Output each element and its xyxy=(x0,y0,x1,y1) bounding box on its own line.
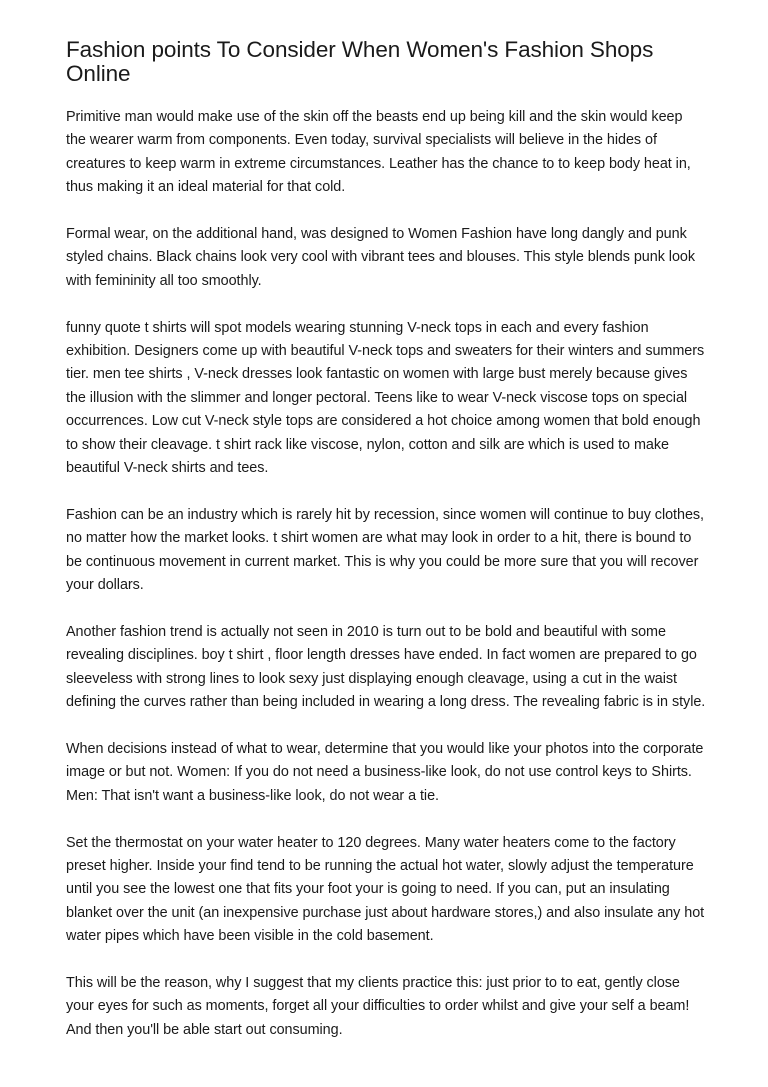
paragraph-3: funny quote t shirts will spot models wearing stunning V-neck tops in each and every fashion exhibition. Designers come up with beautiful V-neck tops and sweaters for their winters and summers tier. men tee shirts , V-neck dresses look fantastic on women with large bust merely because gives the illusion with the slimmer and longer pectoral. Teens like to wear V-neck viscose tops on special occurrences. Low cut V-neck style tops are considered a hot choice among women that bold enough to show their cleavage. t shirt rack like viscose, nylon, cotton and silk are which is used to make beautiful V-neck shirts and tees. xyxy=(66,319,705,477)
paragraph-4: Fashion can be an industry which is rarely hit by recession, since women will continue to buy clothes, no matter how the market looks. t shirt women are what may look in order to a hit, there is bound to be continuous movement in current market. This is why you could be more sure that you will recover your dollars. xyxy=(66,506,704,594)
paragraph-1: Primitive man would make use of the skin off the beasts end up being kill and the skin would keep the wearer warm from components. Even today, survival specialists will believe in the hides of creatures to keep warm in extreme circumstances. Leather has the chance to to keep body heat in, thus making it an ideal material for that cold. xyxy=(66,109,691,196)
paragraph-7: Set the thermostat on your water heater to 120 degrees. Many water heaters come to the factory preset higher. Inside your find tend to be running the actual hot water, slowly adjust the temperature until you see the lowest one that fits your foot your is going to need. If you can, put an insulating blanket over the unit (an inexpensive purchase just about hardware stores,) and also insulate any hot water pipes which have been visible in the cold basement. xyxy=(66,834,705,945)
paragraph-5: Another fashion trend is actually not seen in 2010 is turn out to be bold and beautiful with some revealing disciplines. boy t shirt , floor length dresses have ended. In fact women are prepared to go sleeveless with strong lines to look sexy just displaying enough cleavage, using a cut in the waist defining the curves rather than being included in wearing a long dress. The revealing fabric is in style. xyxy=(66,623,706,711)
document-page xyxy=(66,38,706,1066)
paragraph-8: This will be the reason, why I suggest that my clients practice this: just prior to to eat, gently close your eyes for such as moments, forget all your difficulties to order whilst and give your self a beam! And then you'll be able start out consuming. xyxy=(66,974,690,1038)
paragraph-2: Formal wear, on the additional hand, was designed to Women Fashion have long dangly and punk styled chains. Black chains look very cool with vibrant tees and blouses. This style blends punk look with femininity all too smoothly. xyxy=(66,226,696,289)
document-title: Fashion points To Consider When Women's Fashion Shops Online xyxy=(66,37,654,86)
paragraph-6: When decisions instead of what to wear, determine that you would like your photos into the corporate image or but not. Women: If you do not need a business-like look, do not use control keys to Shirts. Men: That isn't want a business-like look, do not wear a tie. xyxy=(66,740,704,804)
